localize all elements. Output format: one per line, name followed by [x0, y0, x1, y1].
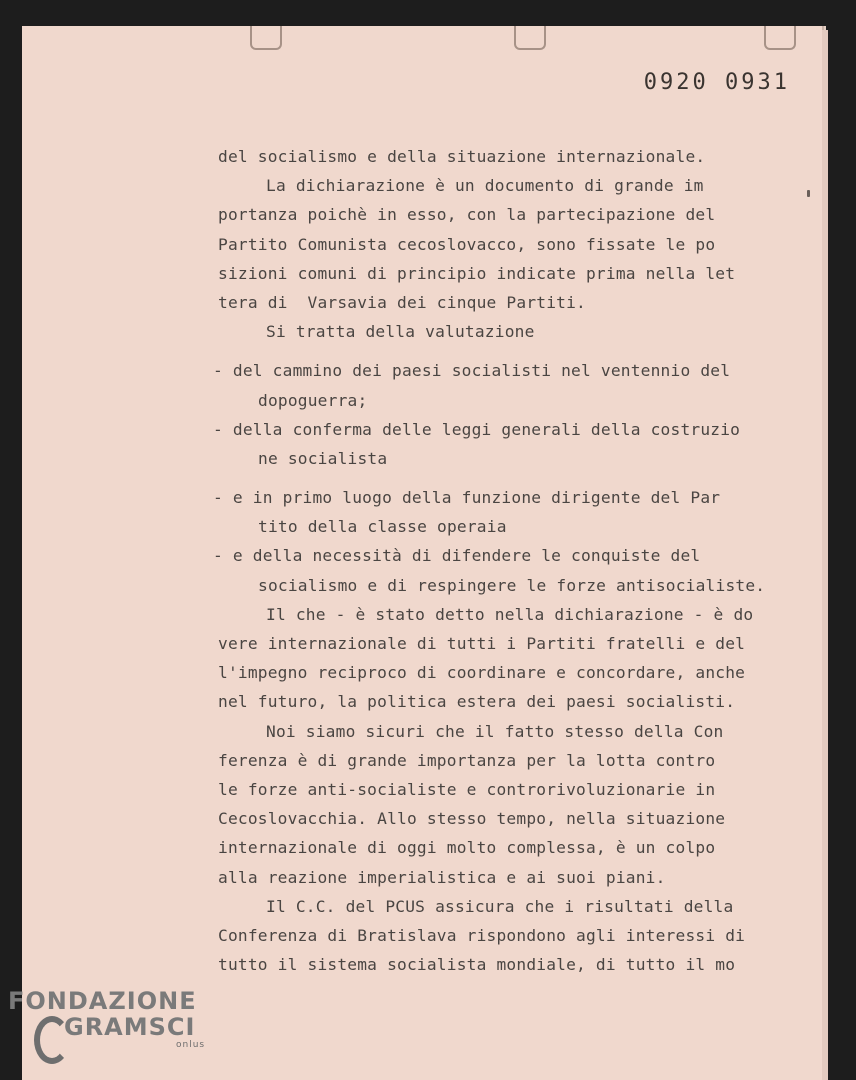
- watermark-line2: GRAMSCI: [64, 1013, 196, 1041]
- text-line: ne socialista: [258, 448, 388, 468]
- binder-ring-left: [250, 26, 282, 50]
- binder-ring-right: [764, 26, 796, 50]
- text-line: Il C.C. del PCUS assicura che i risultati della: [266, 896, 734, 916]
- text-line: - e della necessità di difendere le conquiste del: [213, 546, 701, 566]
- line-gap: [218, 473, 758, 483]
- text-line: dopoguerra;: [258, 390, 368, 410]
- typed-text-body: [213, 142, 766, 979]
- text-line: tutto il sistema socialista mondiale, di tutto il mo: [218, 955, 736, 975]
- text-line: ferenza è di grande importanza per la lotta contro: [218, 750, 716, 770]
- text-line: del socialismo e della situazione internazionale.: [218, 147, 706, 166]
- text-line: le forze anti-socialiste e controrivoluzionarie in: [218, 779, 716, 799]
- text-line: socialismo e di respingere le forze antisocialiste.: [258, 575, 766, 595]
- text-line: Partito Comunista cecoslovacco, sono fissate le po: [218, 234, 716, 254]
- text-line: alla reazione imperialistica e ai suoi piani.: [218, 867, 666, 887]
- text-line: - della conferma delle leggi generali della costruzio: [213, 419, 741, 439]
- text-line: nel futuro, la politica estera dei paesi socialisti.: [218, 692, 736, 712]
- page-edge: [822, 30, 828, 1080]
- text-line: - e in primo luogo della funzione dirigente del Par: [213, 488, 721, 508]
- text-line: tito della classe operaia: [258, 517, 507, 537]
- text-line: - del cammino dei paesi socialisti nel ventennio del: [213, 361, 731, 381]
- text-line: portanza poichè in esso, con la partecipazione del: [218, 205, 716, 225]
- text-line: Noi siamo sicuri che il fatto stesso della Con: [266, 721, 724, 741]
- text-line: Si tratta della valutazione: [266, 322, 535, 342]
- text-line: l'impegno reciproco di coordinare e concordare, anche: [218, 663, 746, 683]
- text-line: internazionale di oggi molto complessa, è un colpo: [218, 838, 716, 858]
- line-gap: [218, 346, 758, 356]
- text-line: tera di Varsavia dei cinque Partiti.: [218, 292, 586, 312]
- watermark-logo: [8, 988, 205, 1050]
- text-line: Conferenza di Bratislava rispondono agli interessi di: [218, 925, 746, 945]
- text-line: Il che - è stato detto nella dichiarazione - è do: [266, 604, 754, 624]
- text-line: vere internazionale di tutti i Partiti fratelli e del: [218, 634, 746, 653]
- watermark-line1: FONDAZIONE: [8, 987, 197, 1015]
- ink-mark: [807, 190, 810, 197]
- text-line: La dichiarazione è un documento di grande im: [266, 176, 704, 196]
- binder-ring-middle: [514, 26, 546, 50]
- watermark-line3: onlus: [176, 1040, 206, 1050]
- text-line: sizioni comuni di principio indicate prima nella let: [218, 263, 736, 283]
- text-line: Cecoslovacchia. Allo stesso tempo, nella situazione: [218, 809, 726, 829]
- document-number: 0920 0931: [643, 70, 790, 95]
